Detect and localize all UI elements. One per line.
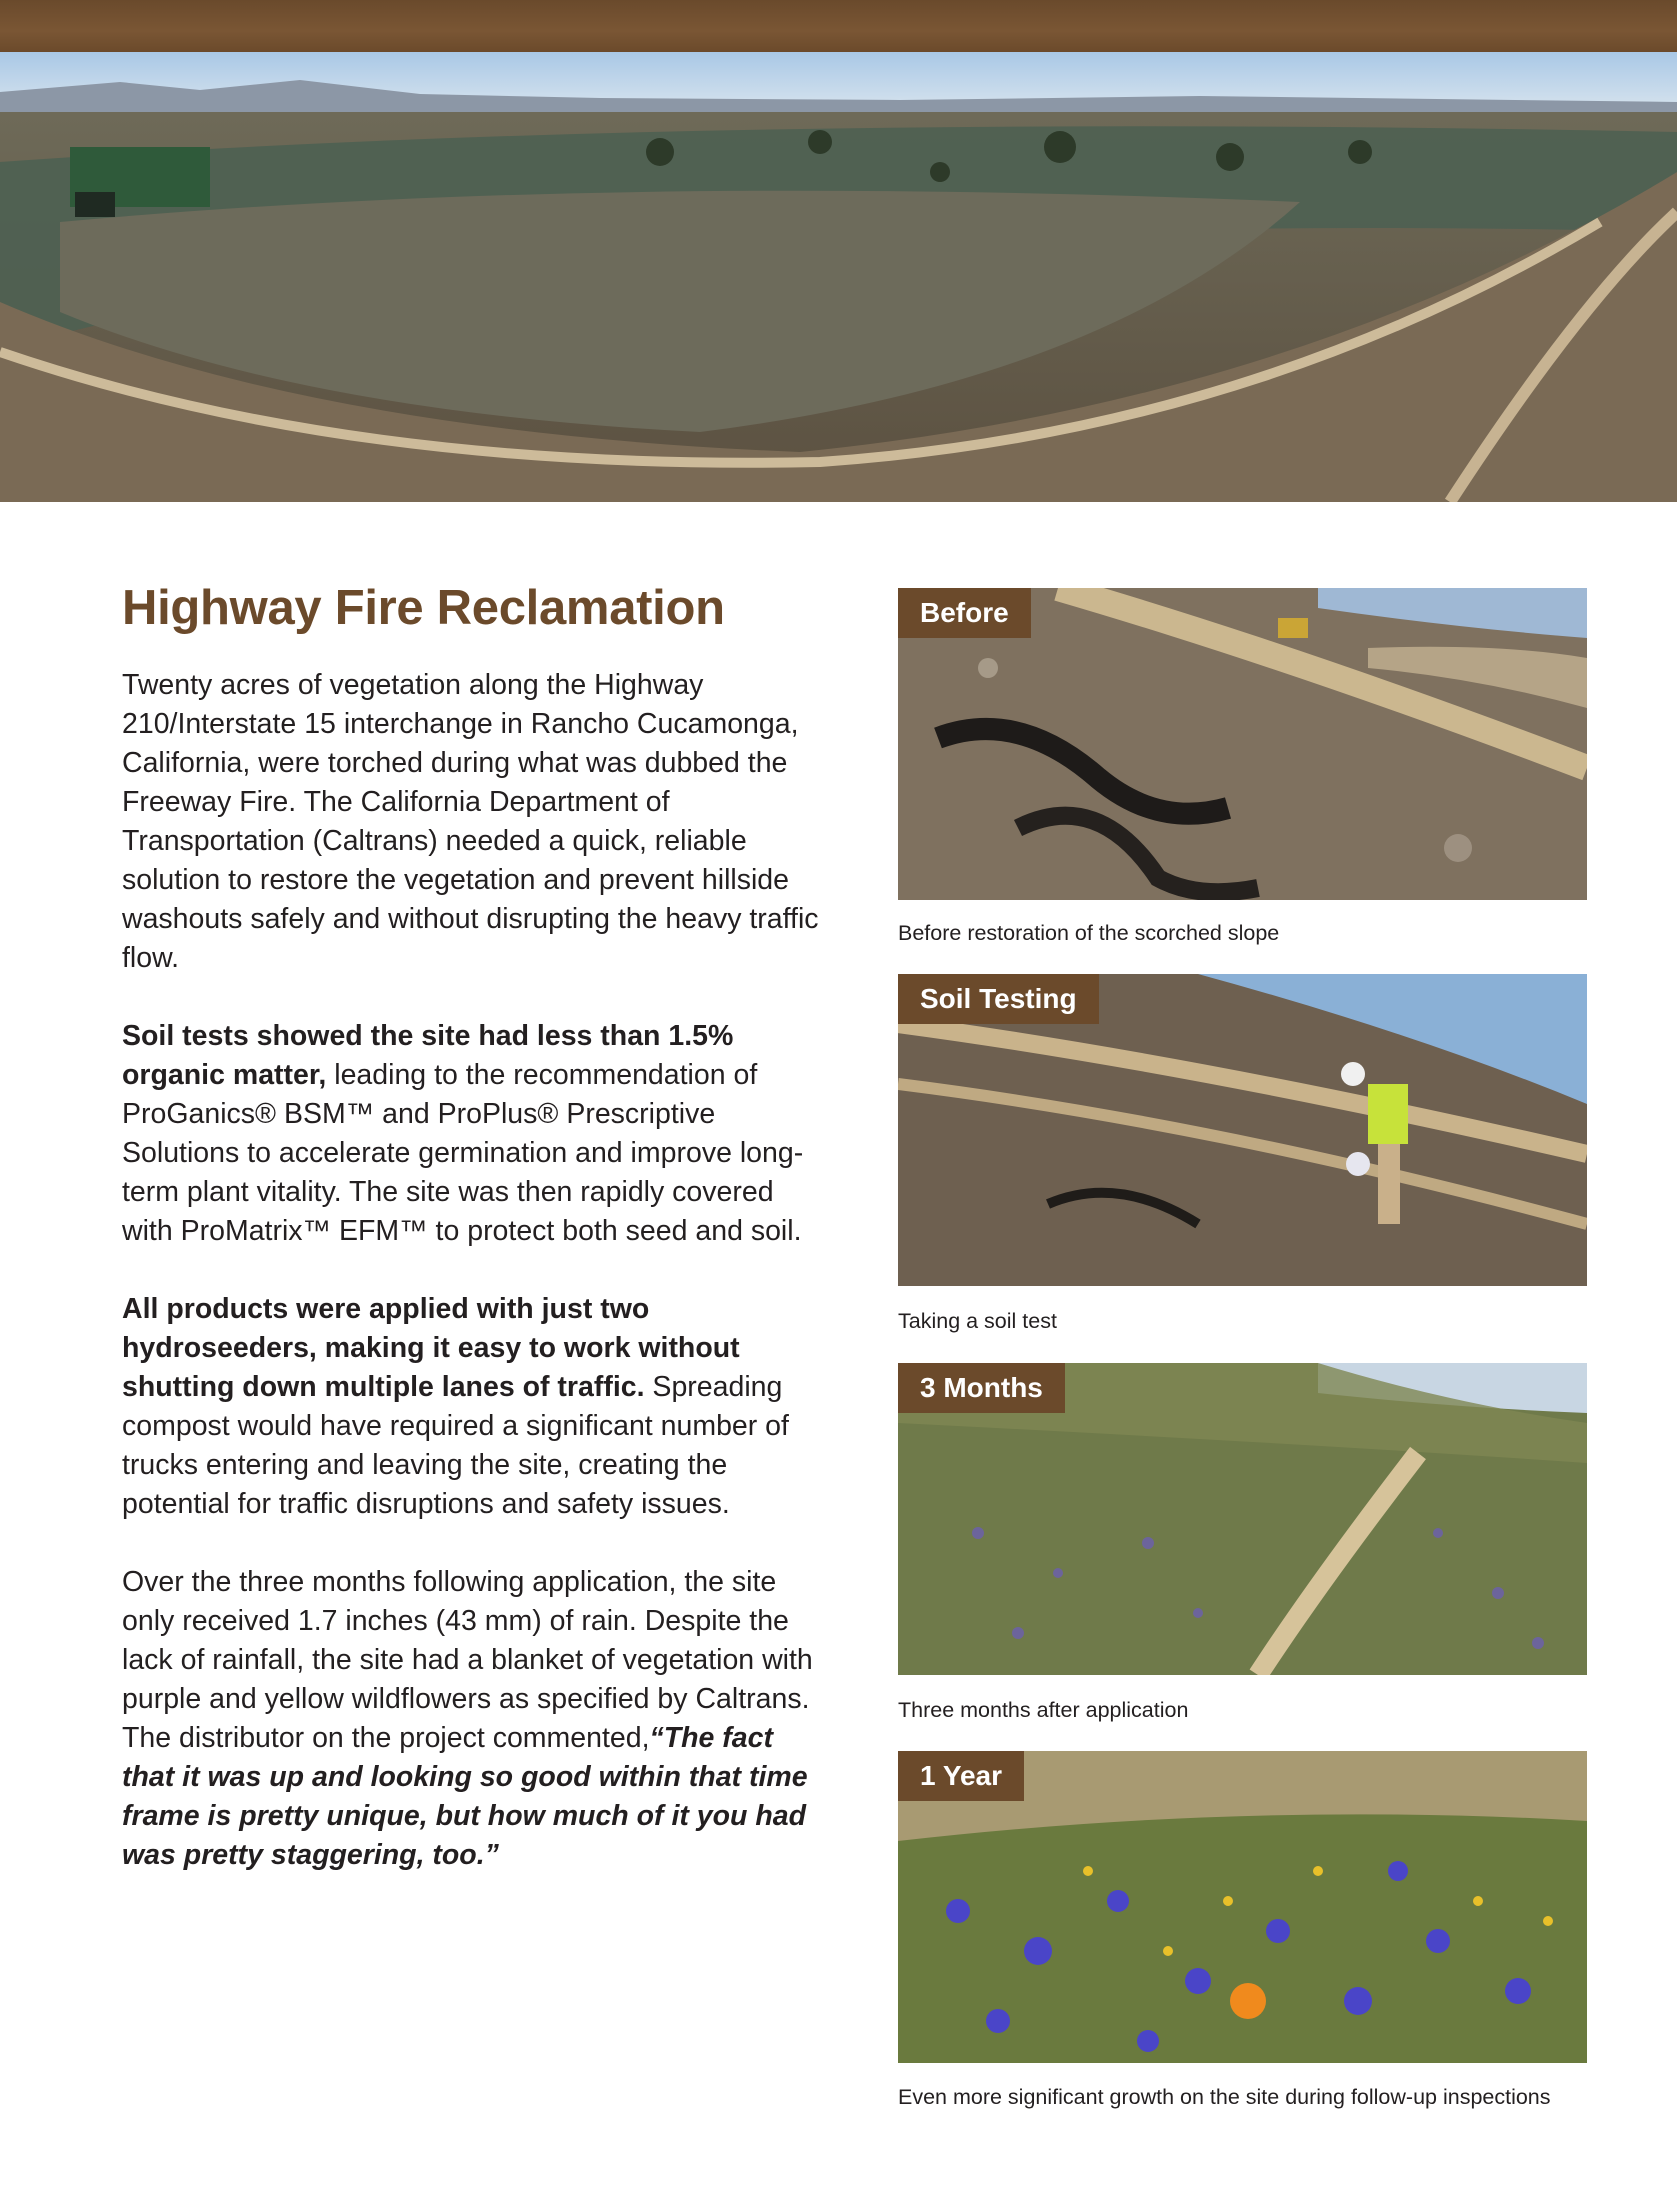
paragraph-3-rest: Spreading compost would have required a significant number of trucks entering and leaving the site, creating the potential for traffic disruptions and safety issues.: [122, 1371, 789, 1520]
paragraph-1: Twenty acres of vegetation along the Highway 210/Interstate 15 interchange in Rancho Cucamonga, California, were torched during what was dubbed the Freeway Fire. The California Department of Transportation (Caltrans) needed a quick, reliable solution to restore the vegetation and prevent hillside washouts safely and without disrupting the heavy traffic flow.: [122, 669, 819, 974]
photo-tag-3-months: 3 Months: [898, 1363, 1065, 1413]
paragraph-4-text: Over the three months following application, the site only received 1.7 inches (43 mm) of rain. Despite the lack of rainfall, the site had a blanket of vegetation with purple and yellow wildflowers as specified by Caltrans. The distributor on the project commented,: [122, 1566, 813, 1754]
top-brown-band: [0, 0, 1677, 54]
caption-before: Before restoration of the scorched slope: [898, 921, 1280, 945]
paragraph-4: [122, 1563, 822, 1875]
photo-tag-1-year: 1 Year: [898, 1751, 1024, 1801]
article-body: [122, 580, 822, 1914]
photo-before: [898, 588, 1587, 900]
paragraph-2: [122, 1017, 822, 1251]
photo-soil-testing: [898, 974, 1587, 1286]
distributor-quote: “The fact that it was up and looking so good within that time frame is pretty unique, but how much of it you had was pretty staggering, too.”: [122, 1722, 808, 1871]
caption-3-months: Three months after application: [898, 1698, 1189, 1722]
photo-tag-before: Before: [898, 588, 1031, 638]
paragraph-2-rest: leading to the recommendation of ProGanics® BSM™ and ProPlus® Prescriptive Solutions to accelerate germination and improve long-term plant vitality. The site was then rapidly covered with ProMatrix™ EFM™ to protect both seed and soil.: [122, 1059, 804, 1247]
paragraph-2-bold: Soil tests showed the site had less than 1.5% organic matter,: [122, 1020, 734, 1091]
caption-soil-testing: Taking a soil test: [898, 1309, 1057, 1333]
article-title: Highway Fire Reclamation: [122, 581, 725, 635]
paragraph-3-bold: All products were applied with just two hydroseeders, making it easy to work without shutting down multiple lanes of traffic.: [122, 1293, 740, 1403]
caption-1-year: Even more significant growth on the site during follow-up inspections: [898, 2085, 1551, 2109]
paragraph-3: [122, 1290, 822, 1524]
hero-panorama-photo: [0, 52, 1677, 502]
photo-3-months: [898, 1363, 1587, 1675]
photo-tag-soil-testing: Soil Testing: [898, 974, 1099, 1024]
photo-1-year: [898, 1751, 1587, 2063]
